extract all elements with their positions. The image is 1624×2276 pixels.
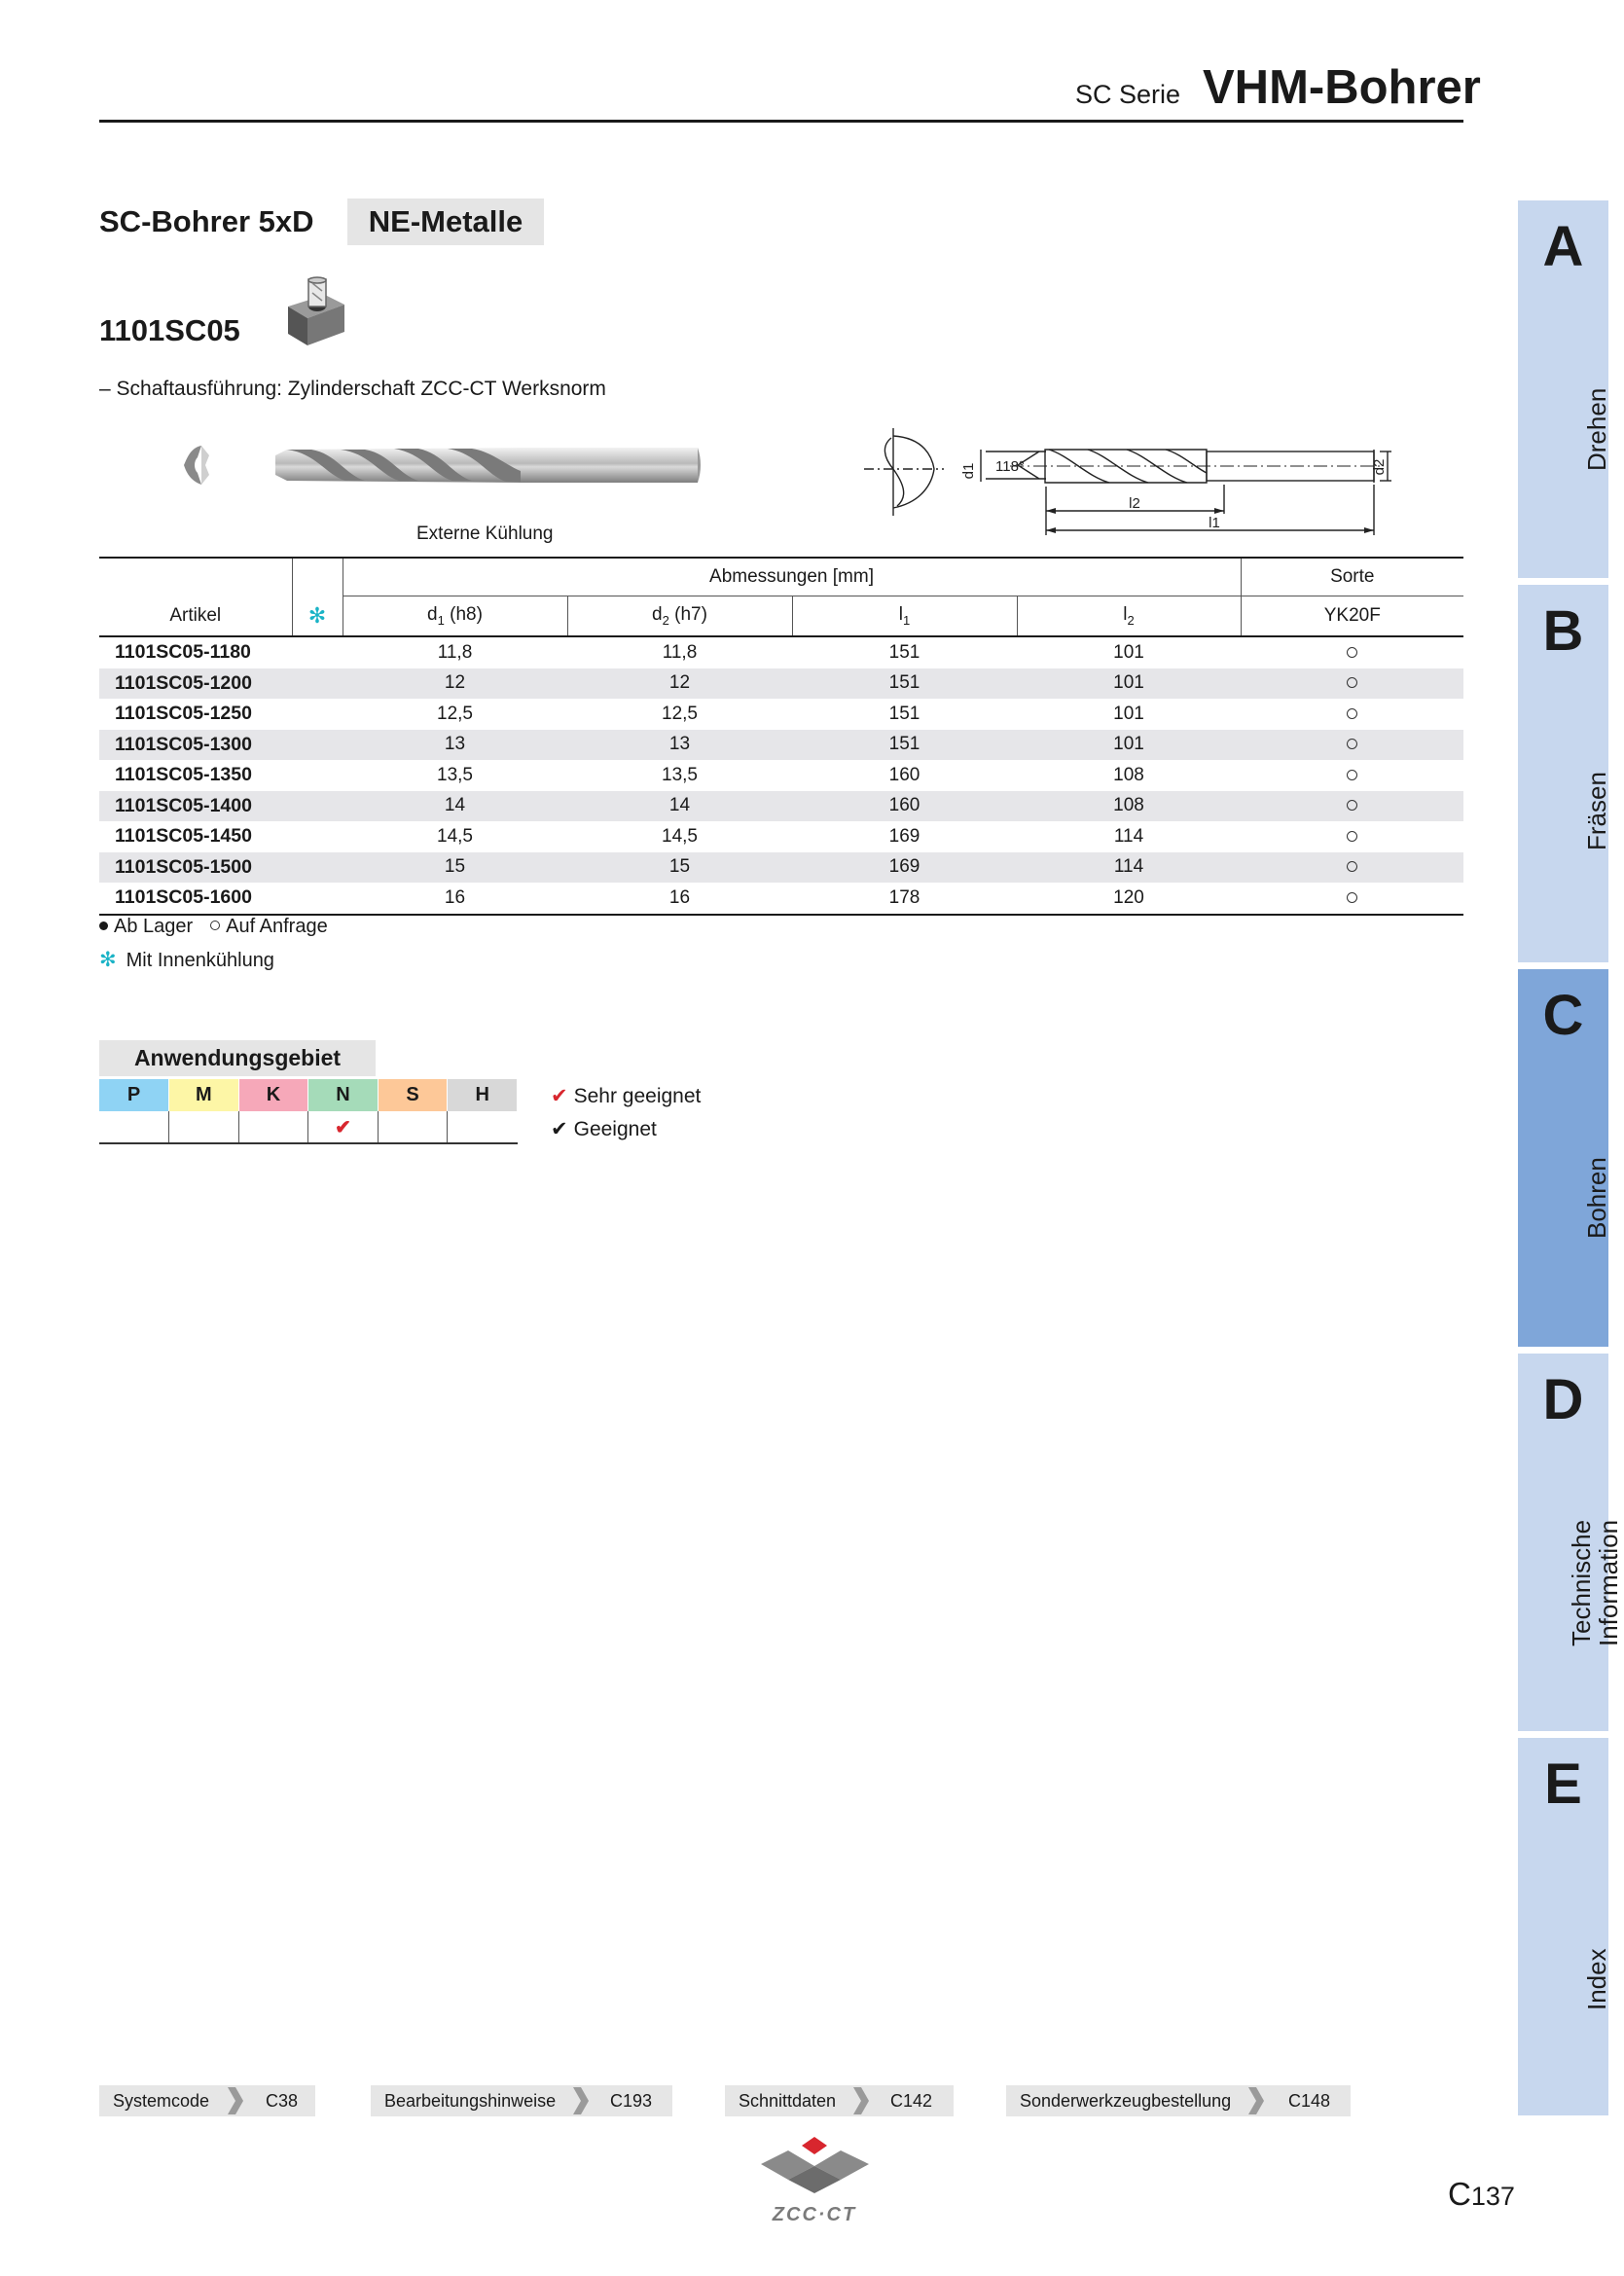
application-grid [99,1079,518,1144]
drill-photo [180,436,705,494]
col-artikel: Artikel [99,596,292,637]
table-row: 1101SC05-1600 16 16 178 120 [99,883,1463,915]
tab-index[interactable]: E [1518,1738,1608,2115]
series-label: SC Serie [1075,80,1181,109]
internal-coolant-icon: ✻ [307,602,327,628]
availability-legend: Ab Lager Auf Anfrage [99,916,328,938]
page-number: C137 [1448,2176,1515,2212]
dim-d2-label: d2 [1371,458,1388,476]
on-request-marker [1347,708,1357,719]
material-p: P [99,1079,169,1111]
tab-label-information: Information [1594,1519,1623,1646]
dim-angle-label: 118° [995,458,1025,475]
material-s: S [378,1079,448,1111]
suitability-s [378,1111,448,1143]
table-row: 1101SC05-1400 14 14 160 108 [99,791,1463,822]
on-request-marker [1347,770,1357,780]
coolant-legend: ✻ Mit Innenkühlung [99,949,274,971]
dim-l1-label: l1 [1209,515,1220,531]
ref-bearbeitungshinweise[interactable]: Bearbeitungshinweise C193 [371,2085,672,2116]
tab-label-index: Index [1582,1948,1611,2010]
zcc-ct-logo [759,2137,871,2226]
product-code: 1101SC05 [99,313,240,347]
svg-text:ZCC·CT: ZCC·CT [772,2204,857,2225]
tab-label-technische: Technische [1567,1519,1596,1646]
tab-label-fraesen: Fräsen [1582,772,1611,850]
suitability-m [169,1111,239,1143]
on-request-marker [1347,647,1357,658]
tab-fraesen[interactable]: B [1518,585,1608,962]
suitability-k [238,1111,308,1143]
dim-l2-label: l2 [1129,495,1140,512]
chevron-right-icon [226,2085,245,2116]
table-row: 1101SC05-1200 12 12 151 101 [99,668,1463,700]
through-hole-icon [282,277,348,347]
table-row: 1101SC05-1180 11,8 11,8 151 101 [99,636,1463,668]
material-badge: NE-Metalle [347,199,544,245]
on-request-marker [1347,739,1357,749]
ref-sonderwerkzeugbestellung[interactable]: Sonderwerkzeugbestellung C148 [1006,2085,1351,2116]
chevron-right-icon [571,2085,591,2116]
very-suitable-legend: ✔ Sehr geeignet [551,1085,702,1107]
material-h: H [448,1079,518,1111]
chevron-right-icon [851,2085,871,2116]
material-m: M [169,1079,239,1111]
on-request-circle-icon [210,921,220,930]
table-row: 1101SC05-1300 13 13 151 101 [99,730,1463,761]
page-title: VHM-Bohrer [1203,61,1481,114]
suitability-p [99,1111,169,1143]
header-rule [99,120,1463,123]
chevron-right-icon [1246,2085,1266,2116]
application-title: Anwendungsgebiet [99,1040,376,1076]
ref-systemcode[interactable]: Systemcode C38 [99,2085,315,2116]
suitability-n [308,1111,379,1143]
tab-drehen[interactable]: A [1518,200,1608,578]
dim-d1-label: d1 [960,462,977,480]
table-row: 1101SC05-1250 12,5 12,5 151 101 [99,699,1463,730]
drill-technical-drawing [854,428,1399,537]
internal-coolant-icon: ✻ [99,949,117,971]
in-stock-dot-icon [99,921,108,930]
grade-group-header: Sorte [1241,558,1463,596]
black-check-icon: ✔ [551,1118,568,1140]
tab-label-drehen: Drehen [1582,387,1611,471]
table-row: 1101SC05-1350 13,5 13,5 160 108 [99,760,1463,791]
very-suitable-check-icon: ✔ [335,1116,351,1138]
product-title: SC-Bohrer 5xD [99,204,314,238]
dimensions-table [99,557,1463,916]
red-check-icon: ✔ [551,1085,568,1107]
suitable-legend: ✔ Geeignet [551,1118,657,1140]
coolant-label: Externe Kühlung [416,524,554,544]
on-request-marker [1347,861,1357,872]
col-grade: YK20F [1241,596,1463,637]
col-d2: $d_2$ (h7) [567,596,792,637]
on-request-marker [1347,892,1357,903]
tab-technische-information[interactable]: D [1518,1354,1608,1731]
table-row: 1101SC05-1500 15 15 169 114 [99,852,1463,884]
col-l1: $l_1$ [792,596,1017,637]
col-l2: $l_2$ [1017,596,1241,637]
ref-schnittdaten[interactable]: Schnittdaten C142 [725,2085,954,2116]
table-row: 1101SC05-1450 14,5 14,5 169 114 [99,821,1463,852]
on-request-marker [1347,800,1357,811]
material-k: K [238,1079,308,1111]
tab-bohren[interactable]: C [1518,969,1608,1347]
dimensions-group-header: Abmessungen [mm] [343,558,1241,596]
on-request-marker [1347,677,1357,688]
material-n: N [308,1079,379,1111]
shank-spec: – Schaftausführung: Zylinderschaft ZCC-CT Werksnorm [99,378,606,400]
suitability-h [448,1111,518,1143]
tab-label-bohren: Bohren [1582,1157,1611,1239]
col-d1: $d_1$ (h8) [343,596,567,637]
on-request-marker [1347,831,1357,842]
